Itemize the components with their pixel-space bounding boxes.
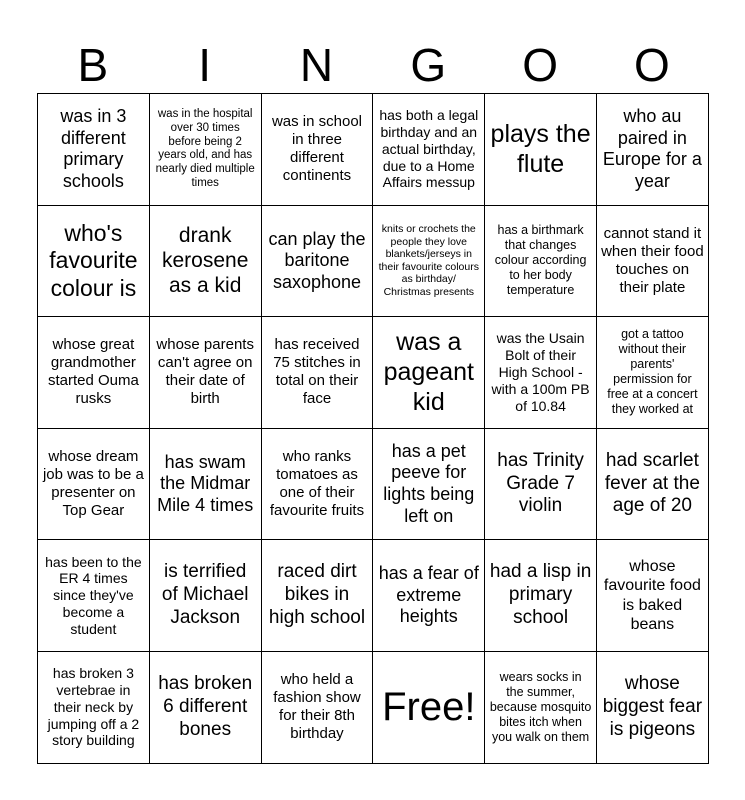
bingo-cell[interactable]: whose biggest fear is pigeons bbox=[596, 651, 708, 763]
header-letter-n: N bbox=[299, 39, 334, 91]
bingo-cell[interactable]: knits or crochets the people they love blankets/jerseys in their favourite colours as birthday/ Christmas presents bbox=[373, 205, 485, 317]
bingo-cell[interactable]: has Trinity Grade 7 violin bbox=[485, 428, 597, 540]
header-letter-o2: O bbox=[634, 39, 670, 91]
bingo-cell[interactable]: has broken 3 vertebrae in their neck by jumping off a 2 story building bbox=[38, 651, 150, 763]
grid-row-1 bbox=[38, 94, 709, 206]
bingo-header bbox=[37, 38, 708, 92]
bingo-cell[interactable]: was in 3 different primary schools bbox=[38, 94, 150, 206]
bingo-cell[interactable]: has a pet peeve for lights being left on bbox=[373, 428, 485, 540]
grid-row-2 bbox=[38, 205, 709, 317]
header-letter-i: I bbox=[198, 39, 212, 91]
bingo-cell[interactable]: who's favourite colour is bbox=[38, 205, 150, 317]
bingo-cell[interactable]: whose dream job was to be a presenter on Top Gear bbox=[38, 428, 150, 540]
bingo-cell[interactable]: had a lisp in primary school bbox=[485, 540, 597, 652]
bingo-cell[interactable]: cannot stand it when their food touches on their plate bbox=[596, 205, 708, 317]
bingo-cell[interactable]: is terrified of Michael Jackson bbox=[149, 540, 261, 652]
bingo-cell[interactable]: was a pageant kid bbox=[373, 317, 485, 429]
bingo-cell[interactable]: was the Usain Bolt of their High School - with a 100m PB of 10.84 bbox=[485, 317, 597, 429]
bingo-cell[interactable]: has both a legal birthday and an actual birthday, due to a Home Affairs messup bbox=[373, 94, 485, 206]
bingo-grid bbox=[37, 93, 709, 764]
bingo-cell[interactable]: has been to the ER 4 times since they've become a student bbox=[38, 540, 150, 652]
free-cell[interactable]: Free! bbox=[373, 651, 485, 763]
bingo-cell[interactable]: who au paired in Europe for a year bbox=[596, 94, 708, 206]
bingo-cell[interactable]: had scarlet fever at the age of 20 bbox=[596, 428, 708, 540]
grid-row-3 bbox=[38, 317, 709, 429]
bingo-cell[interactable]: has broken 6 different bones bbox=[149, 651, 261, 763]
bingo-cell[interactable]: plays the flute bbox=[485, 94, 597, 206]
bingo-cell[interactable]: has a fear of extreme heights bbox=[373, 540, 485, 652]
bingo-cell[interactable]: got a tattoo without their parents' permission for free at a concert they worked at bbox=[596, 317, 708, 429]
bingo-cell[interactable]: was in the hospital over 30 times before being 2 years old, and has nearly died multiple times bbox=[149, 94, 261, 206]
header-letter-o1: O bbox=[522, 39, 558, 91]
grid-row-4 bbox=[38, 428, 709, 540]
bingo-cell[interactable]: has swam the Midmar Mile 4 times bbox=[149, 428, 261, 540]
header-letter-g: G bbox=[410, 39, 447, 91]
bingo-cell[interactable]: who held a fashion show for their 8th birthday bbox=[261, 651, 373, 763]
bingo-cell[interactable]: has received 75 stitches in total on their face bbox=[261, 317, 373, 429]
bingo-cell[interactable]: wears socks in the summer, because mosquito bites itch when you walk on them bbox=[485, 651, 597, 763]
header-letter-b: B bbox=[77, 39, 109, 91]
bingo-cell[interactable]: whose great grandmother started Ouma rusks bbox=[38, 317, 150, 429]
bingo-cell[interactable]: can play the baritone saxophone bbox=[261, 205, 373, 317]
bingo-cell[interactable]: drank kerosene as a kid bbox=[149, 205, 261, 317]
grid-row-5 bbox=[38, 540, 709, 652]
bingo-cell[interactable]: who ranks tomatoes as one of their favourite fruits bbox=[261, 428, 373, 540]
bingo-cell[interactable]: raced dirt bikes in high school bbox=[261, 540, 373, 652]
grid-row-6 bbox=[38, 651, 709, 763]
bingo-cell[interactable]: has a birthmark that changes colour according to her body temperature bbox=[485, 205, 597, 317]
bingo-cell[interactable]: was in school in three different continents bbox=[261, 94, 373, 206]
bingo-cell[interactable]: whose parents can't agree on their date of birth bbox=[149, 317, 261, 429]
bingo-cell[interactable]: whose favourite food is baked beans bbox=[596, 540, 708, 652]
